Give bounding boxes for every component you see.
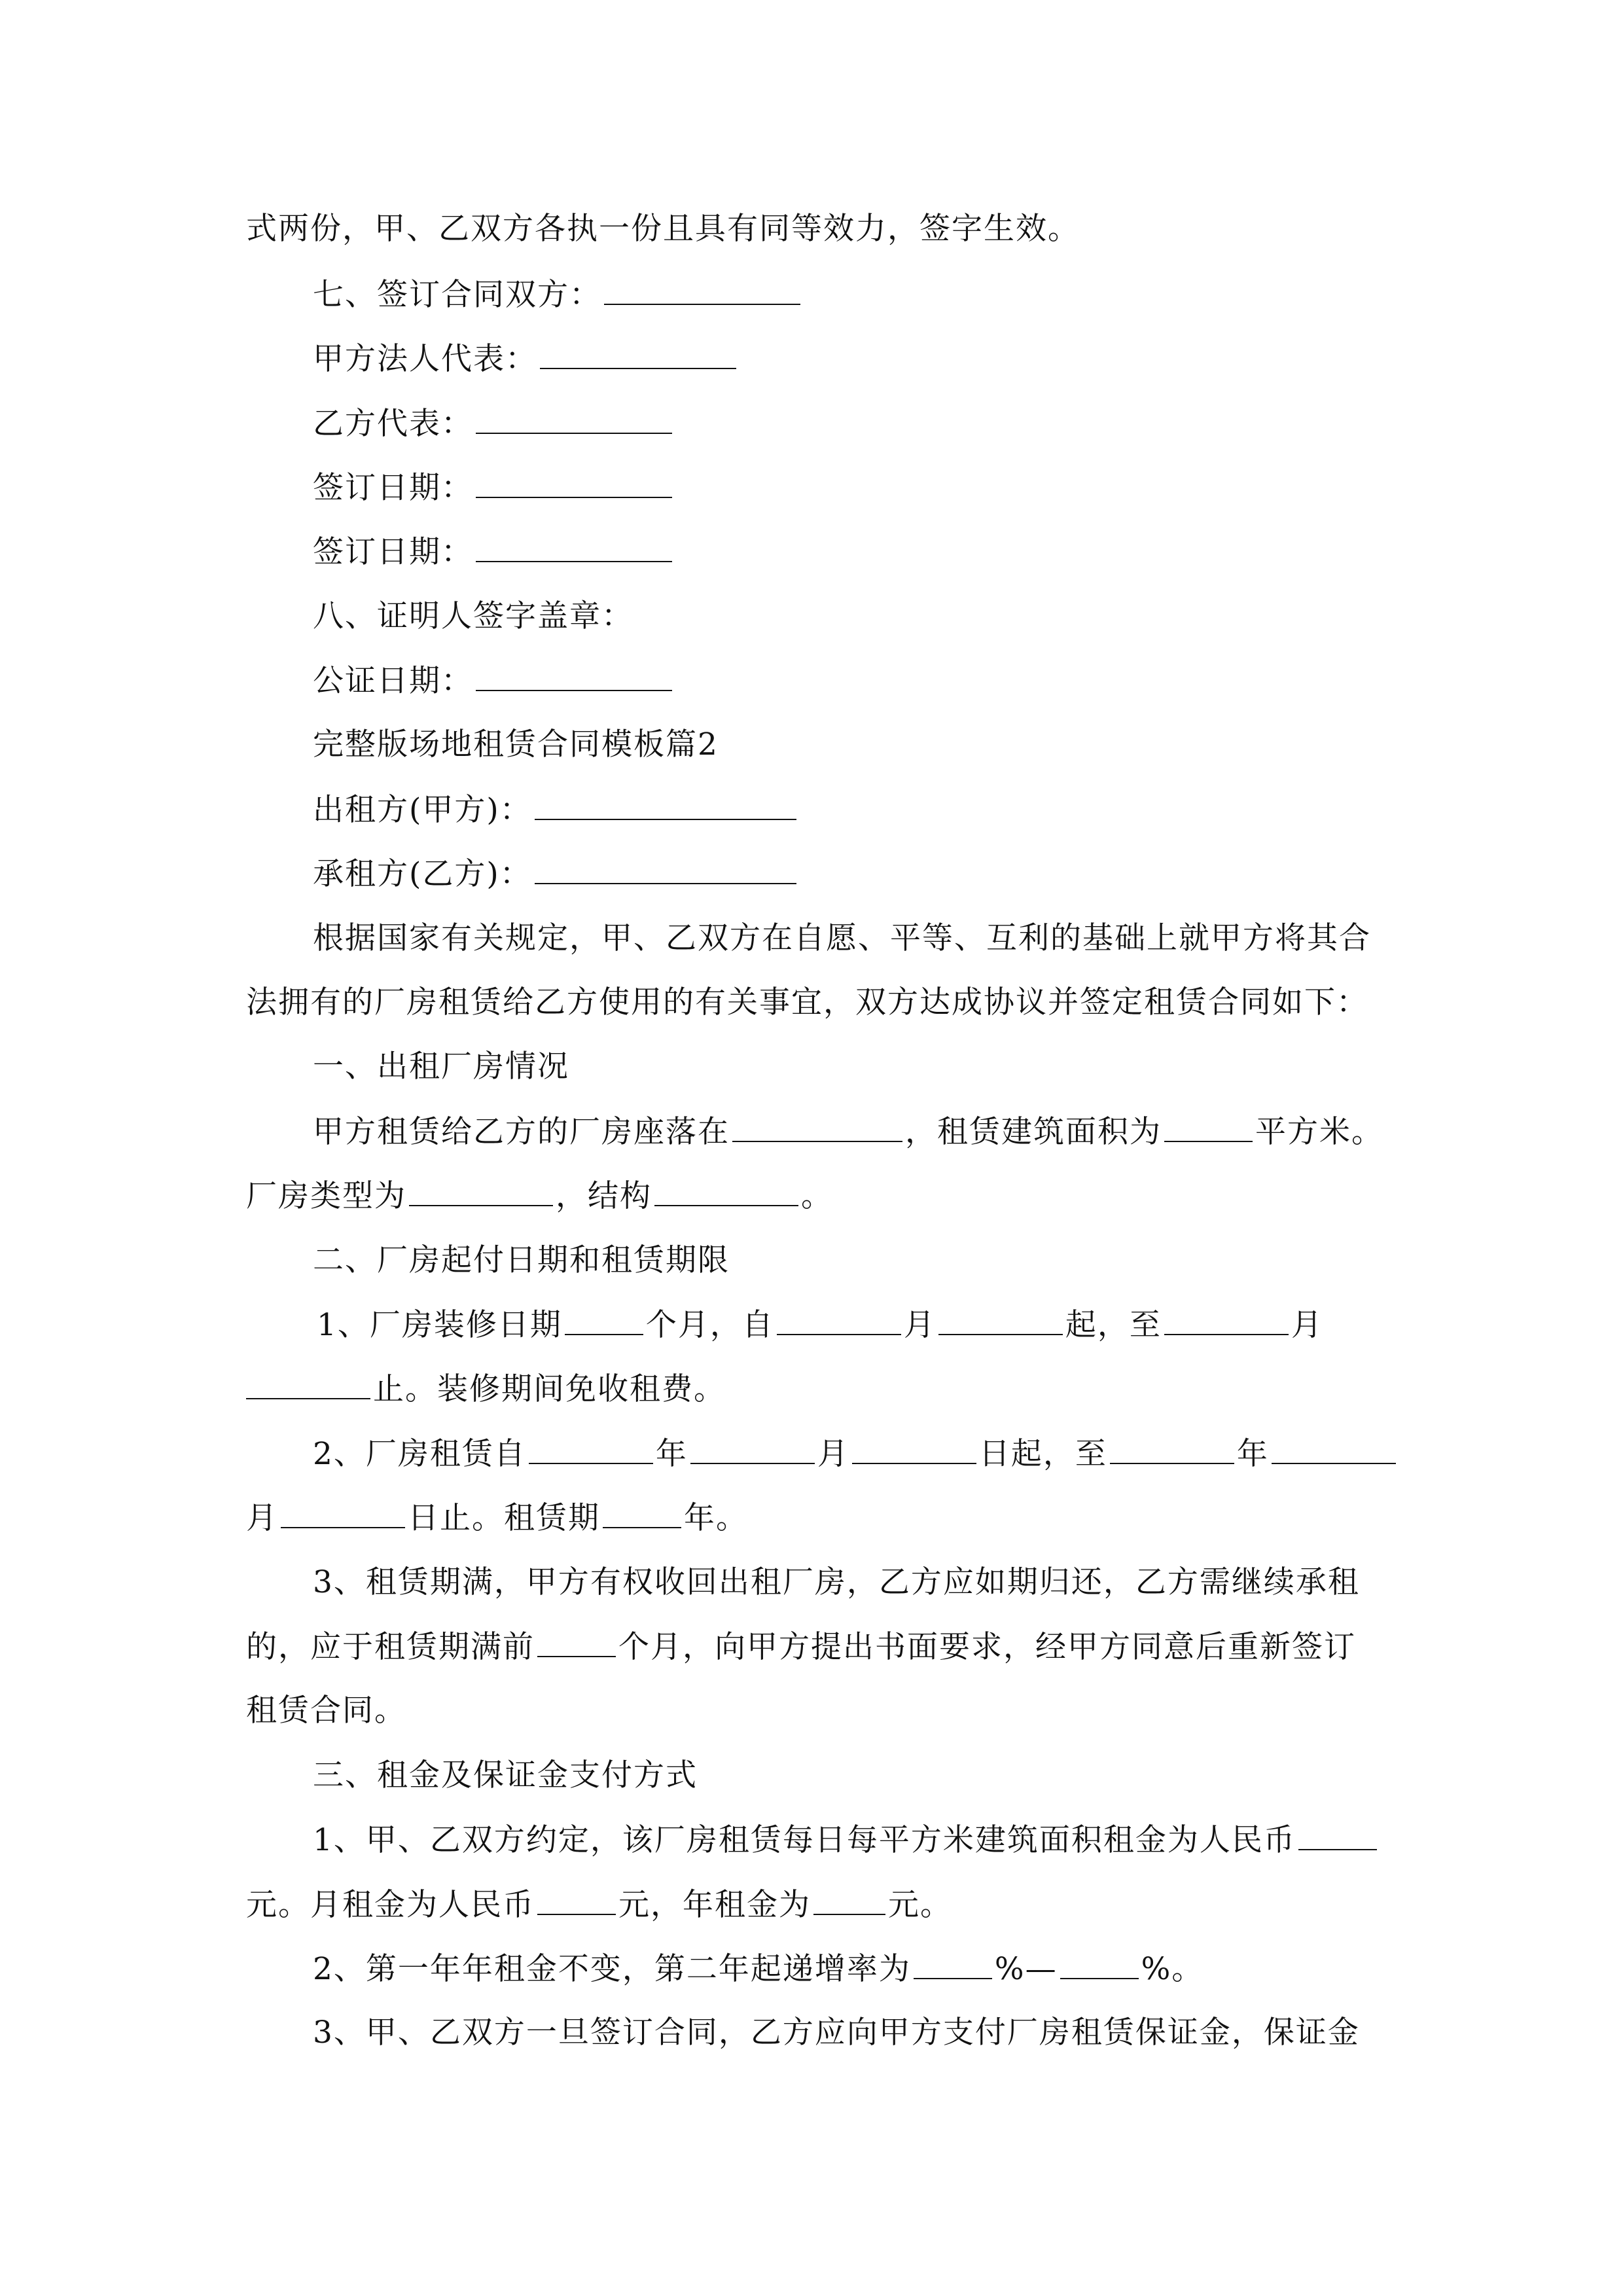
text-part: 1、厂房装修日期 (317, 1307, 562, 1343)
blank-field[interactable] (777, 1305, 901, 1335)
text-part: 年 (1236, 1436, 1269, 1472)
blank-field[interactable] (732, 1112, 902, 1142)
text-part: %。 (1141, 1951, 1204, 1987)
blank-field[interactable] (540, 339, 736, 369)
section-heading: 三、租金及保证金支付方式 (313, 1757, 698, 1793)
field-label: 签订日期： (313, 534, 473, 570)
blank-field[interactable] (938, 1305, 1063, 1335)
text-part: 元。月租金为人民币 (246, 1887, 535, 1923)
section-heading: 一、出租厂房情况 (313, 1049, 569, 1085)
text-part: 年。 (684, 1500, 748, 1536)
blank-field[interactable] (914, 1949, 992, 1979)
field-sign-date-2 (313, 532, 675, 572)
field-label: 甲方法人代表： (313, 341, 537, 377)
blank-field[interactable] (476, 661, 672, 691)
blank-field[interactable] (535, 854, 796, 884)
field-label: 公证日期： (313, 663, 473, 699)
blank-field[interactable] (1110, 1434, 1234, 1464)
text-part: 个月，自 (645, 1307, 774, 1343)
text-line (246, 1498, 748, 1538)
text-part: 个月，向甲方提出书面要求，经甲方同意后重新签订 (618, 1629, 1356, 1665)
blank-field[interactable] (1164, 1112, 1253, 1142)
text-part: 厂房类型为 (246, 1178, 406, 1214)
text-part: 起，至 (1065, 1307, 1162, 1343)
blank-field[interactable] (852, 1434, 976, 1464)
blank-field[interactable] (813, 1885, 885, 1915)
field-parties (313, 275, 803, 315)
text-line: 租赁合同。 (246, 1693, 406, 1729)
text-part: 元。 (888, 1887, 952, 1923)
blank-field[interactable] (537, 1885, 616, 1915)
text-part: 甲方租赁给乙方的厂房座落在 (313, 1114, 730, 1150)
blank-field[interactable] (409, 1176, 553, 1206)
blank-field[interactable] (604, 275, 800, 305)
text-part: 月 (903, 1307, 936, 1343)
blank-field[interactable] (603, 1498, 681, 1528)
text-part: 1、甲、乙双方约定，该厂房租赁每日每平方米建筑面积租金为人民币 (313, 1822, 1296, 1858)
blank-field[interactable] (690, 1434, 815, 1464)
blank-field[interactable] (476, 468, 672, 498)
blank-field[interactable] (246, 1369, 370, 1399)
blank-field[interactable] (535, 790, 796, 820)
field-label: 签订日期： (313, 470, 473, 506)
field-label: 七、签订合同双方： (313, 277, 601, 313)
text-part: 2、厂房租赁自 (313, 1436, 526, 1472)
text-part: ，结构 (556, 1178, 652, 1214)
blank-field[interactable] (654, 1176, 798, 1206)
text-line (313, 1820, 1380, 1860)
field-label: 乙方代表： (313, 406, 473, 442)
text-part: 2、第一年年租金不变，第二年起递增率为 (313, 1951, 911, 1987)
field-party-a-rep (313, 339, 739, 379)
field-party-b-rep (313, 404, 675, 444)
blank-field[interactable] (1060, 1949, 1139, 1979)
text-line (317, 1305, 1323, 1345)
blank-field[interactable] (281, 1498, 405, 1528)
blank-field[interactable] (529, 1434, 653, 1464)
text-line: 式两份，甲、乙双方各执一份且具有同等效力，签字生效。 (246, 211, 1080, 247)
text-part: 止。装修期间免收租费。 (373, 1371, 726, 1407)
section-title: 完整版场地租赁合同模板篇2 (313, 726, 719, 762)
text-line: 3、甲、乙双方一旦签订合同，乙方应向甲方支付厂房租赁保证金，保证金 (313, 2015, 1360, 2051)
text-part: 年 (655, 1436, 688, 1472)
text-line (313, 1112, 1383, 1152)
text-part: 元，年租金为 (618, 1887, 811, 1923)
text-line (246, 1627, 1356, 1667)
field-notary-date (313, 661, 675, 701)
field-lessee (313, 854, 799, 894)
text-line (313, 1949, 1204, 1989)
blank-field[interactable] (1298, 1820, 1377, 1850)
text-line: 八、证明人签字盖章： (313, 598, 633, 634)
blank-field[interactable] (537, 1627, 616, 1657)
text-part: 月 (817, 1436, 849, 1472)
text-part: 月 (246, 1500, 278, 1536)
text-line (246, 1885, 952, 1925)
text-part: 日起，至 (978, 1436, 1107, 1472)
text-part: 日止。租赁期 (408, 1500, 600, 1536)
text-line: 根据国家有关规定，甲、乙双方在自愿、平等、互利的基础上就甲方将其合 (313, 920, 1371, 956)
text-line (313, 1434, 1399, 1474)
blank-field[interactable] (476, 404, 672, 434)
blank-field[interactable] (1272, 1434, 1396, 1464)
blank-field[interactable] (1164, 1305, 1289, 1335)
text-line (246, 1369, 726, 1409)
blank-field[interactable] (565, 1305, 643, 1335)
text-line (246, 1176, 833, 1216)
field-label: 出租方(甲方)： (313, 792, 532, 828)
field-lessor (313, 790, 799, 830)
section-heading: 二、厂房起付日期和租赁期限 (313, 1242, 730, 1278)
blank-field[interactable] (476, 532, 672, 562)
field-label: 承租方(乙方)： (313, 856, 532, 892)
text-line: 法拥有的厂房租赁给乙方使用的有关事宜，双方达成协议并签定租赁合同如下： (246, 984, 1368, 1020)
text-part: ，租赁建筑面积为 (905, 1114, 1162, 1150)
text-part: 平方米。 (1255, 1114, 1383, 1150)
text-part: 月 (1291, 1307, 1323, 1343)
text-part: 的，应于租赁期满前 (246, 1629, 535, 1665)
text-part: 。 (801, 1178, 833, 1214)
field-sign-date-1 (313, 468, 675, 508)
text-part: %— (994, 1951, 1058, 1987)
text-line: 3、租赁期满，甲方有权收回出租厂房，乙方应如期归还，乙方需继续承租 (313, 1564, 1360, 1600)
